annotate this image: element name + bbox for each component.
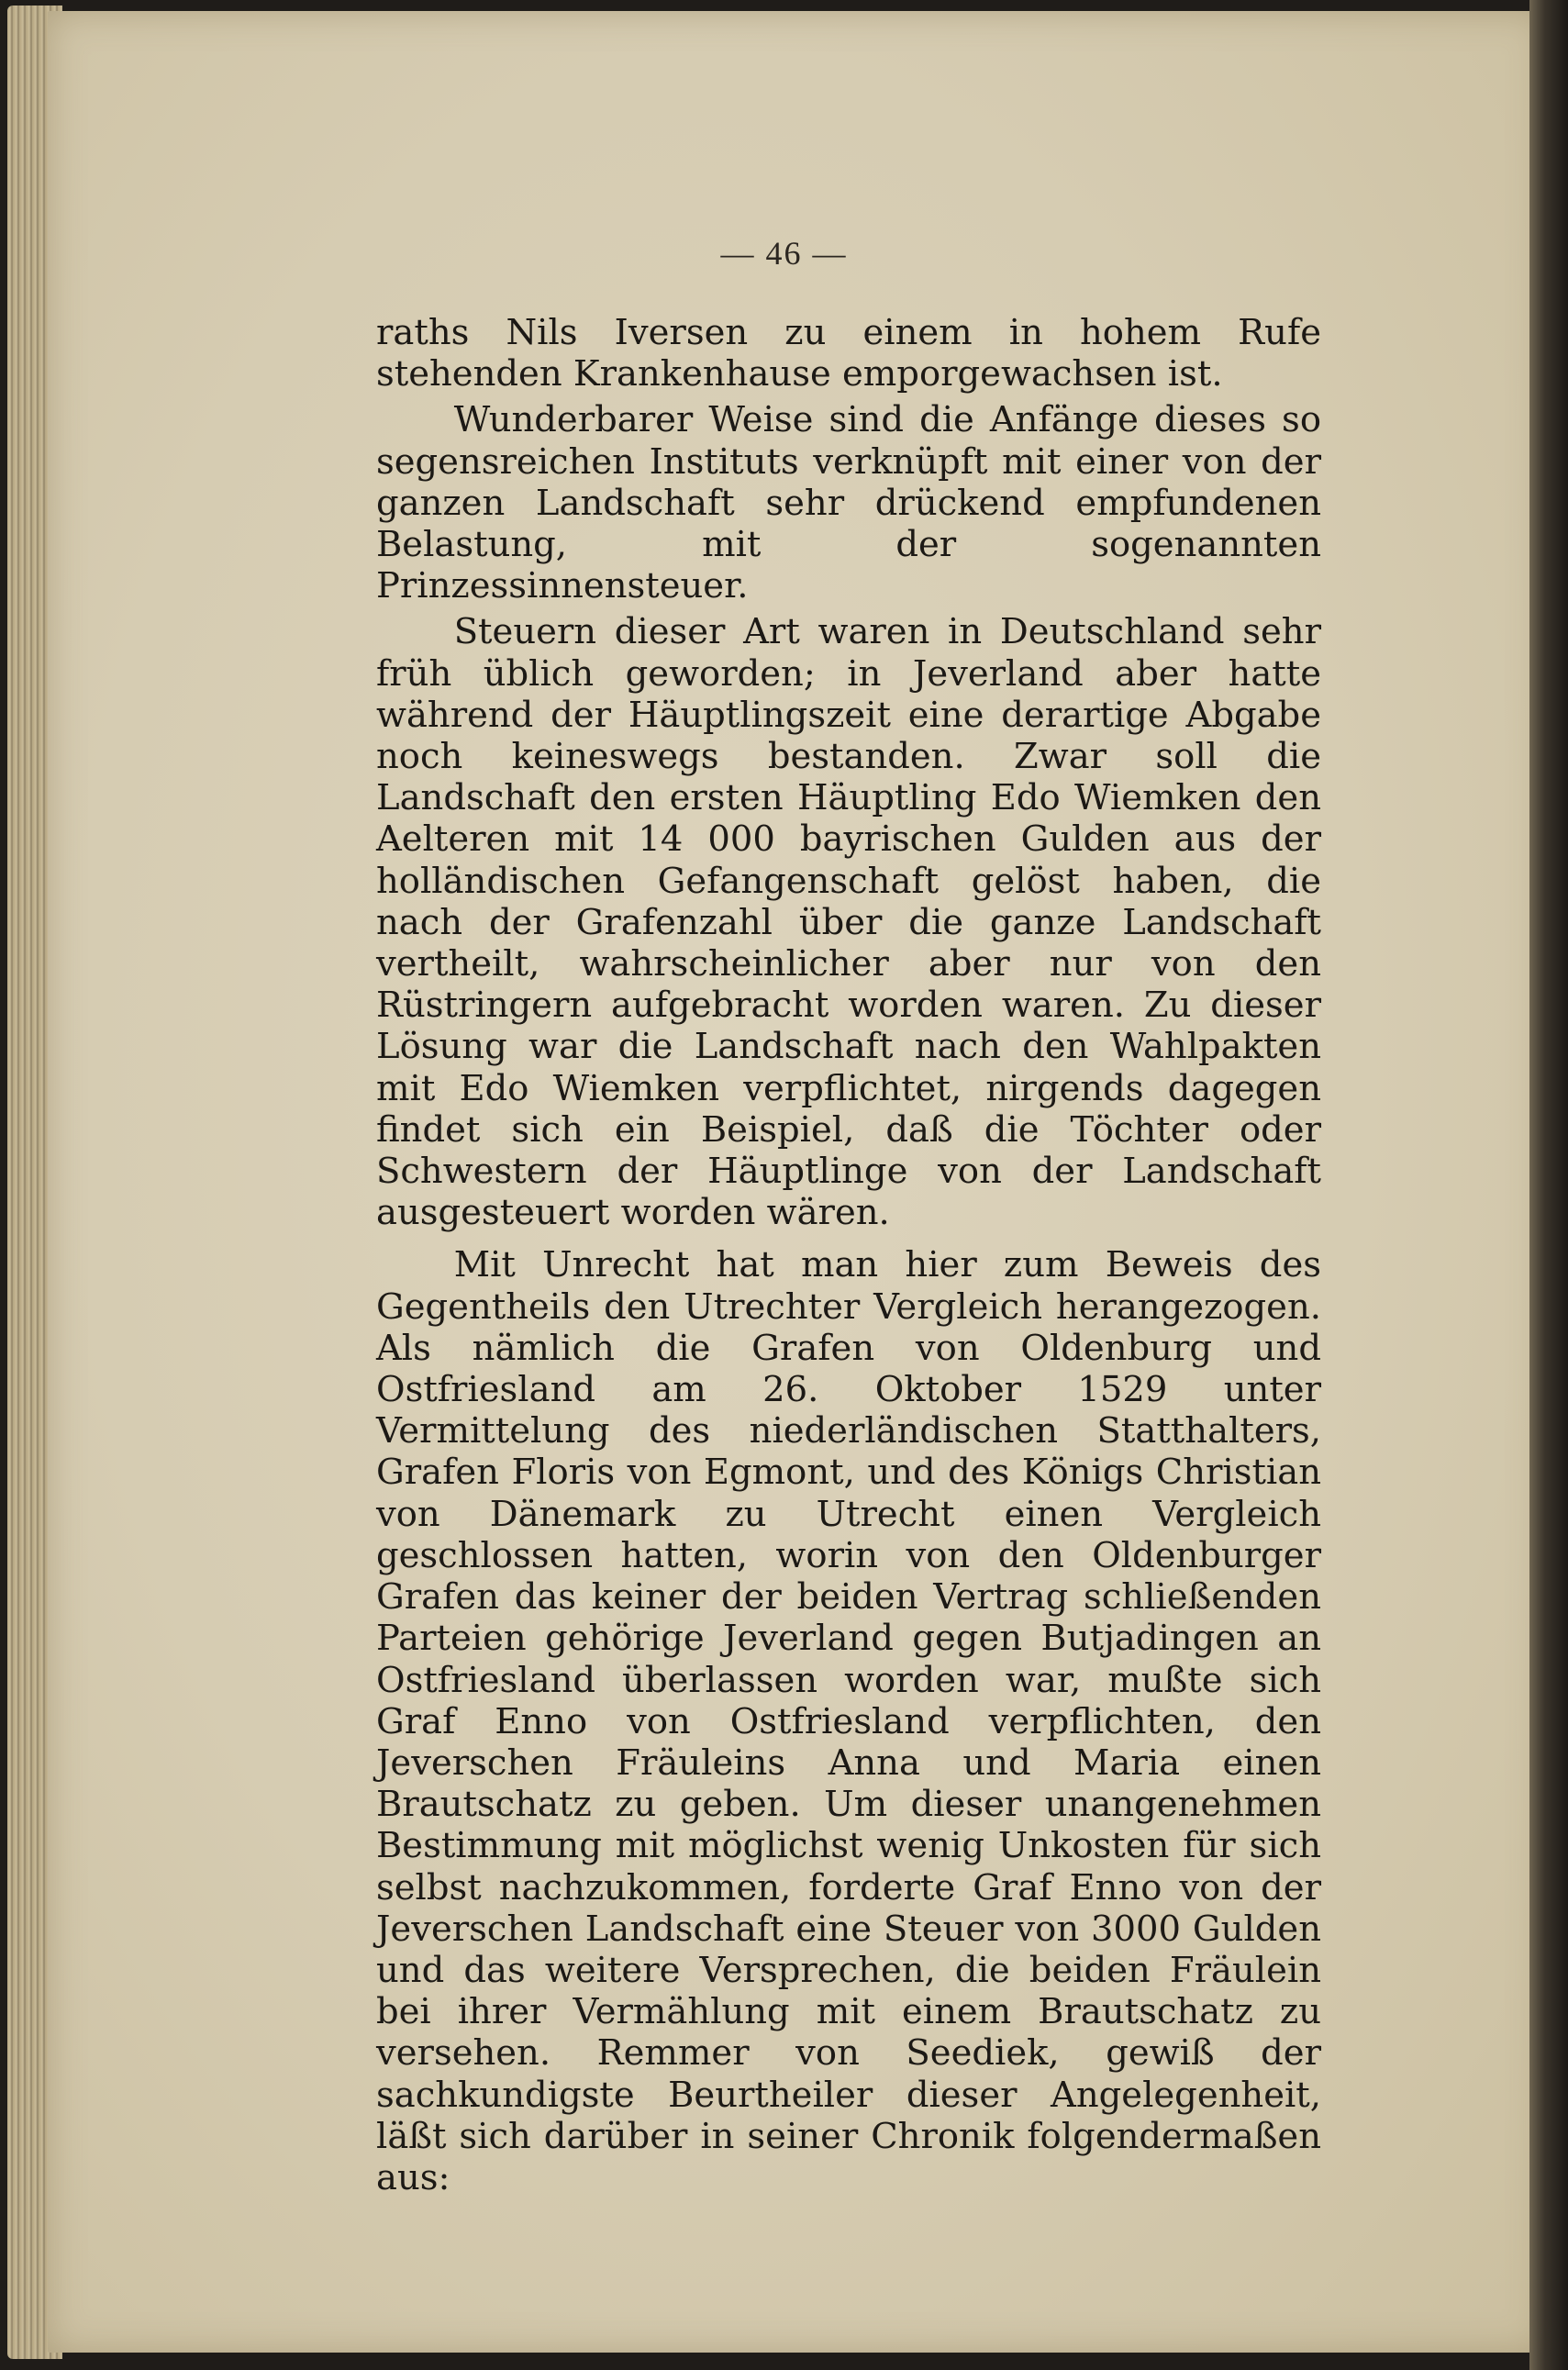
paragraph-3: Steuern dieser Art waren in Deutschland sehr früh üblich geworden; in Jeverland aber hatte während der Häuptlingszeit eine derartige Abgabe noch keineswegs bestanden. Zwar soll die Landschaft den ersten Häuptling Edo Wiemken den Aelteren mit 14 000 bayrischen Gulden aus der holländischen Gefangenschaft gelöst haben, die nach der Grafenzahl über die ganze Landschaft vertheilt, wahrscheinlicher aber nur von den Rüstringern aufgebracht worden waren. Zu dieser Lösung war die Landschaft nach den Wahlpakten mit Edo Wiemken verpflichtet, nirgends dagegen findet sich ein Beispiel, daß die Töchter oder Schwestern der Häuptlinge von der Landschaft ausgesteuert worden wären. (376, 611, 1321, 1234)
paragraph-2: Wunderbarer Weise sind die Anfänge dieses so segensreichen Instituts verknüpft mit einer von der ganzen Landschaft sehr drückend empfundenen Belastung, mit der sogenannten Prinzessinnensteuer. (376, 399, 1321, 607)
paragraph-4: Mit Unrecht hat man hier zum Beweis des Gegentheils den Utrechter Vergleich herangezogen. Als nämlich die Grafen von Oldenburg und Ostfriesland am 26. Oktober 1529 unter Vermittelung des niederländischen Statthalters, Grafen Floris von Egmont, und des Königs Christian von Dänemark zu Utrecht einen Vergleich geschlossen hatten, worin von den Oldenburger Grafen das keiner der beiden Vertrag schließenden Parteien gehörige Jeverland gegen Butjadingen an Ostfriesland überlassen worden war, mußte sich Graf Enno von Ostfriesland verpflichten, den Jeverschen Fräuleins Anna und Maria einen Brautschatz zu geben. Um dieser unangenehmen Bestimmung mit möglichst wenig Unkosten für sich selbst nachzukommen, forderte Graf Enno von der Jeverschen Landschaft eine Steuer von 3000 Gulden und das weitere Versprechen, die beiden Fräulein bei ihrer Vermählung mit einem Brautschatz zu versehen. Remmer von Seediek, gewiß der sachkundigste Beurtheiler dieser Angelegenheit, läßt sich darüber in seiner Chronik folgendermaßen aus: (376, 1244, 1321, 2198)
page-number: — 46 — (720, 235, 848, 272)
paragraph-1: raths Nils Iversen zu einem in hohem Rufe stehenden Krankenhause emporgewachsen ist. (376, 312, 1321, 395)
body-text (376, 312, 1321, 2198)
book-spine (1529, 0, 1568, 2370)
